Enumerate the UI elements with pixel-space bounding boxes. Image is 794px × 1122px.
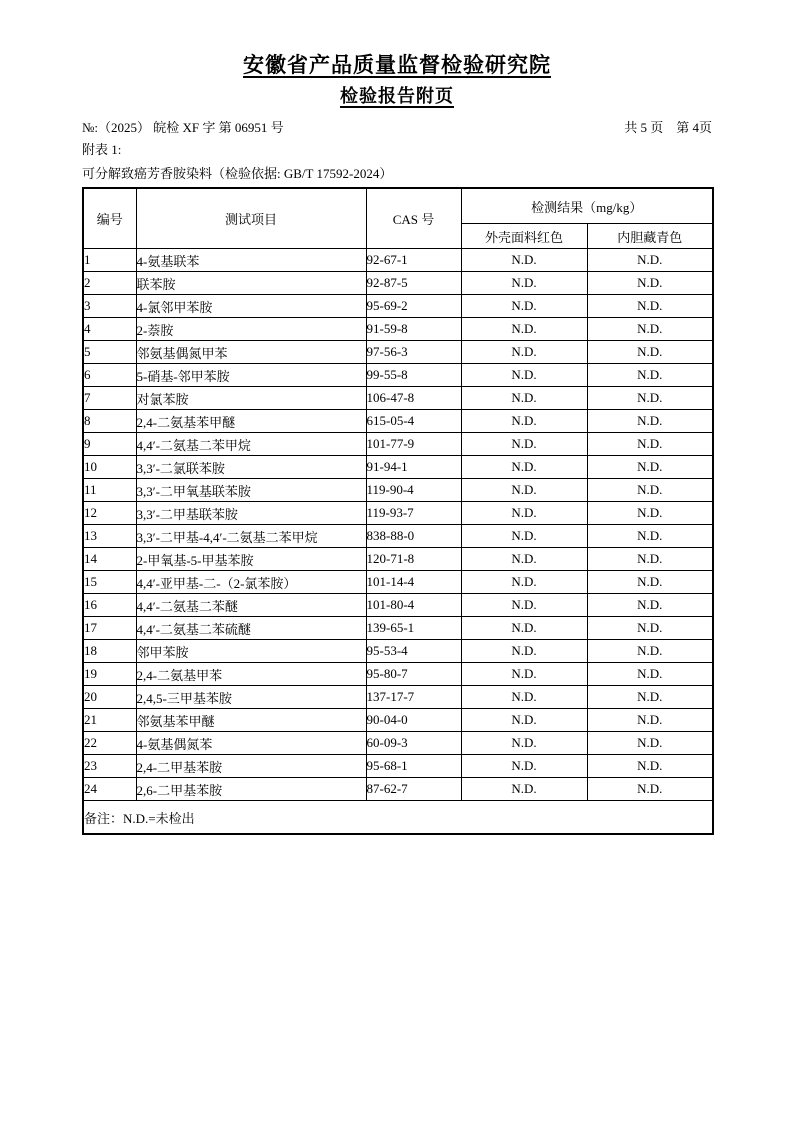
row-result-navy: N.D. xyxy=(587,456,713,479)
row-result-navy: N.D. xyxy=(587,617,713,640)
row-result-red: N.D. xyxy=(461,617,587,640)
row-item: 2-萘胺 xyxy=(136,318,366,341)
row-cas: 95-68-1 xyxy=(366,755,461,778)
row-cas: 95-53-4 xyxy=(366,640,461,663)
row-no: 6 xyxy=(83,364,136,387)
row-no: 19 xyxy=(83,663,136,686)
row-cas: 60-09-3 xyxy=(366,732,461,755)
table-row xyxy=(83,778,713,801)
table-row xyxy=(83,640,713,663)
row-no: 10 xyxy=(83,456,136,479)
row-no: 7 xyxy=(83,387,136,410)
row-result-red: N.D. xyxy=(461,709,587,732)
row-item: 2-甲氧基-5-甲基苯胺 xyxy=(136,548,366,571)
row-cas: 106-47-8 xyxy=(366,387,461,410)
row-cas: 119-93-7 xyxy=(366,502,461,525)
row-result-navy: N.D. xyxy=(587,387,713,410)
row-item: 3,3′-二甲基-4,4′-二氨基二苯甲烷 xyxy=(136,525,366,548)
row-result-navy: N.D. xyxy=(587,571,713,594)
row-cas: 91-94-1 xyxy=(366,456,461,479)
row-result-red: N.D. xyxy=(461,755,587,778)
row-item: 3,3′-二甲氧基联苯胺 xyxy=(136,479,366,502)
row-item: 4-氯邻甲苯胺 xyxy=(136,295,366,318)
row-no: 8 xyxy=(83,410,136,433)
row-result-navy: N.D. xyxy=(587,364,713,387)
row-no: 3 xyxy=(83,295,136,318)
page-title xyxy=(0,82,794,108)
row-result-red: N.D. xyxy=(461,548,587,571)
page-title-text: 检验报告附页 xyxy=(340,86,454,107)
row-result-navy: N.D. xyxy=(587,709,713,732)
table-row xyxy=(83,364,713,387)
table-row xyxy=(83,479,713,502)
row-cas: 101-80-4 xyxy=(366,594,461,617)
row-result-red: N.D. xyxy=(461,456,587,479)
row-cas: 137-17-7 xyxy=(366,686,461,709)
table-row xyxy=(83,318,713,341)
row-result-red: N.D. xyxy=(461,295,587,318)
row-item: 2,4-二氨基苯甲醚 xyxy=(136,410,366,433)
row-cas: 119-90-4 xyxy=(366,479,461,502)
row-item: 3,3′-二甲基联苯胺 xyxy=(136,502,366,525)
row-result-red: N.D. xyxy=(461,686,587,709)
table-row xyxy=(83,341,713,364)
row-no: 18 xyxy=(83,640,136,663)
row-cas: 615-05-4 xyxy=(366,410,461,433)
table-row xyxy=(83,272,713,295)
row-no: 23 xyxy=(83,755,136,778)
row-result-navy: N.D. xyxy=(587,502,713,525)
table-row xyxy=(83,502,713,525)
row-cas: 95-80-7 xyxy=(366,663,461,686)
row-result-red: N.D. xyxy=(461,778,587,801)
row-result-red: N.D. xyxy=(461,387,587,410)
row-result-red: N.D. xyxy=(461,502,587,525)
row-result-red: N.D. xyxy=(461,318,587,341)
table-row xyxy=(83,594,713,617)
row-no: 21 xyxy=(83,709,136,732)
row-cas: 838-88-0 xyxy=(366,525,461,548)
row-result-navy: N.D. xyxy=(587,663,713,686)
table-row xyxy=(83,456,713,479)
row-no: 22 xyxy=(83,732,136,755)
report-content xyxy=(82,117,712,835)
table-row xyxy=(83,525,713,548)
row-no: 4 xyxy=(83,318,136,341)
col-header-result-navy: 内胆藏青色 xyxy=(587,224,713,249)
row-no: 12 xyxy=(83,502,136,525)
row-result-navy: N.D. xyxy=(587,525,713,548)
row-cas: 90-04-0 xyxy=(366,709,461,732)
note-text: 备注：N.D.=未检出 xyxy=(83,801,713,835)
row-item: 4,4′-亚甲基-二-（2-氯苯胺） xyxy=(136,571,366,594)
row-no: 24 xyxy=(83,778,136,801)
row-result-navy: N.D. xyxy=(587,433,713,456)
row-cas: 101-77-9 xyxy=(366,433,461,456)
row-item: 4,4′-二氨基二苯醚 xyxy=(136,594,366,617)
table-row xyxy=(83,249,713,272)
table-row xyxy=(83,433,713,456)
table-row xyxy=(83,548,713,571)
row-result-red: N.D. xyxy=(461,479,587,502)
row-result-navy: N.D. xyxy=(587,594,713,617)
results-table-body xyxy=(83,249,713,801)
row-result-navy: N.D. xyxy=(587,686,713,709)
row-no: 17 xyxy=(83,617,136,640)
row-result-navy: N.D. xyxy=(587,778,713,801)
row-item: 邻氨基偶氮甲苯 xyxy=(136,341,366,364)
row-item: 4-氨基偶氮苯 xyxy=(136,732,366,755)
institute-title xyxy=(0,52,794,79)
row-result-navy: N.D. xyxy=(587,479,713,502)
row-item: 联苯胺 xyxy=(136,272,366,295)
table-caption: 可分解致癌芳香胺染料（检验依据: GB/T 17592-2024） xyxy=(82,166,393,182)
row-no: 11 xyxy=(83,479,136,502)
report-number: №:（2025） 皖检 XF 字 第 06951 号 xyxy=(82,120,284,136)
row-result-navy: N.D. xyxy=(587,410,713,433)
row-cas: 92-87-5 xyxy=(366,272,461,295)
row-no: 1 xyxy=(83,249,136,272)
row-result-red: N.D. xyxy=(461,732,587,755)
row-result-red: N.D. xyxy=(461,663,587,686)
row-cas: 101-14-4 xyxy=(366,571,461,594)
row-cas: 87-62-7 xyxy=(366,778,461,801)
row-item: 4-氨基联苯 xyxy=(136,249,366,272)
table-row xyxy=(83,663,713,686)
row-cas: 95-69-2 xyxy=(366,295,461,318)
table-row xyxy=(83,755,713,778)
results-table-foot xyxy=(83,801,713,835)
row-no: 2 xyxy=(83,272,136,295)
row-cas: 97-56-3 xyxy=(366,341,461,364)
row-result-red: N.D. xyxy=(461,525,587,548)
table-row xyxy=(83,295,713,318)
row-result-navy: N.D. xyxy=(587,272,713,295)
row-item: 邻甲苯胺 xyxy=(136,640,366,663)
appendix-label: 附表 1: xyxy=(82,142,122,158)
table-row xyxy=(83,732,713,755)
header-row-main xyxy=(83,188,713,224)
meta-row xyxy=(82,117,712,136)
row-cas: 139-65-1 xyxy=(366,617,461,640)
row-no: 9 xyxy=(83,433,136,456)
col-header-no: 编号 xyxy=(83,188,136,249)
row-result-navy: N.D. xyxy=(587,640,713,663)
row-no: 14 xyxy=(83,548,136,571)
row-result-red: N.D. xyxy=(461,594,587,617)
row-result-navy: N.D. xyxy=(587,341,713,364)
col-header-result-group: 检测结果（mg/kg） xyxy=(461,188,713,224)
row-item: 2,4-二氨基甲苯 xyxy=(136,663,366,686)
col-header-item: 测试项目 xyxy=(136,188,366,249)
row-item: 3,3′-二氯联苯胺 xyxy=(136,456,366,479)
row-result-red: N.D. xyxy=(461,364,587,387)
row-no: 15 xyxy=(83,571,136,594)
row-result-navy: N.D. xyxy=(587,249,713,272)
row-item: 5-硝基-邻甲苯胺 xyxy=(136,364,366,387)
row-item: 对氯苯胺 xyxy=(136,387,366,410)
row-no: 13 xyxy=(83,525,136,548)
note-row xyxy=(83,801,713,835)
row-cas: 92-67-1 xyxy=(366,249,461,272)
page-indicator: 共 5 页 第 4页 xyxy=(624,120,712,136)
row-result-navy: N.D. xyxy=(587,755,713,778)
row-item: 4,4′-二氨基二苯硫醚 xyxy=(136,617,366,640)
row-no: 20 xyxy=(83,686,136,709)
table-row xyxy=(83,410,713,433)
results-table xyxy=(82,187,714,835)
row-result-red: N.D. xyxy=(461,249,587,272)
row-result-red: N.D. xyxy=(461,571,587,594)
row-result-navy: N.D. xyxy=(587,295,713,318)
row-result-red: N.D. xyxy=(461,640,587,663)
table-row xyxy=(83,387,713,410)
institute-title-text: 安徽省产品质量监督检验研究院 xyxy=(243,53,551,77)
row-cas: 120-71-8 xyxy=(366,548,461,571)
row-item: 2,4-二甲基苯胺 xyxy=(136,755,366,778)
row-result-navy: N.D. xyxy=(587,732,713,755)
row-item: 2,4,5-三甲基苯胺 xyxy=(136,686,366,709)
row-result-navy: N.D. xyxy=(587,318,713,341)
table-row xyxy=(83,571,713,594)
row-item: 邻氨基苯甲醚 xyxy=(136,709,366,732)
row-result-red: N.D. xyxy=(461,433,587,456)
row-item: 4,4′-二氨基二苯甲烷 xyxy=(136,433,366,456)
row-result-red: N.D. xyxy=(461,410,587,433)
table-row xyxy=(83,686,713,709)
row-result-red: N.D. xyxy=(461,272,587,295)
row-result-red: N.D. xyxy=(461,341,587,364)
table-row xyxy=(83,709,713,732)
row-no: 5 xyxy=(83,341,136,364)
row-result-navy: N.D. xyxy=(587,548,713,571)
table-row xyxy=(83,617,713,640)
col-header-cas: CAS 号 xyxy=(366,188,461,249)
col-header-result-red: 外壳面料红色 xyxy=(461,224,587,249)
row-no: 16 xyxy=(83,594,136,617)
row-cas: 99-55-8 xyxy=(366,364,461,387)
row-cas: 91-59-8 xyxy=(366,318,461,341)
results-table-head xyxy=(83,188,713,249)
row-item: 2,6-二甲基苯胺 xyxy=(136,778,366,801)
